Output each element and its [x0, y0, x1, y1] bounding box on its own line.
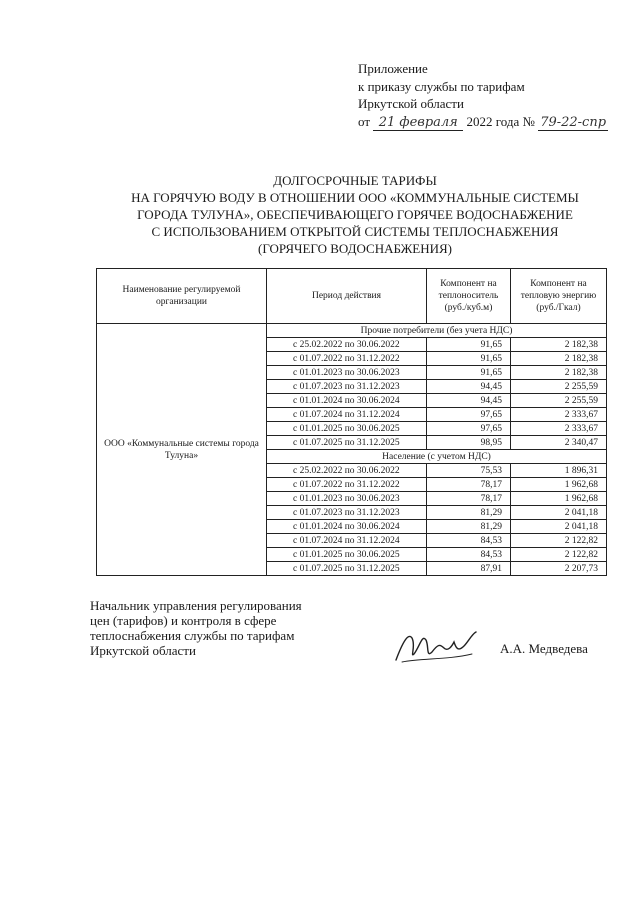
period-cell: с 01.07.2025 по 31.12.2025 — [267, 436, 427, 450]
carrier-cell: 97,65 — [427, 422, 511, 436]
header-carrier: Компонент на теплоноситель (руб./куб.м) — [427, 269, 511, 324]
appendix-date-line — [358, 113, 608, 131]
energy-cell: 2 255,59 — [511, 394, 607, 408]
period-cell: с 01.07.2022 по 31.12.2022 — [267, 478, 427, 492]
signatory-line-4: Иркутской области — [90, 643, 196, 658]
group-title: Население (с учетом НДС) — [267, 450, 607, 464]
appendix-line-2: к приказу службы по тарифам — [358, 78, 525, 94]
period-cell: с 01.07.2023 по 31.12.2023 — [267, 380, 427, 394]
energy-cell: 2 182,38 — [511, 352, 607, 366]
title-line-4: С ИСПОЛЬЗОВАНИЕМ ОТКРЫТОЙ СИСТЕМЫ ТЕПЛОСНАБЖЕНИЯ — [151, 224, 559, 239]
carrier-cell: 97,65 — [427, 408, 511, 422]
carrier-cell: 87,91 — [427, 562, 511, 576]
period-cell: с 25.02.2022 по 30.06.2022 — [267, 338, 427, 352]
year-text: 2022 года № — [466, 113, 535, 129]
title-line-2: НА ГОРЯЧУЮ ВОДУ В ОТНОШЕНИИ ООО «КОММУНАЛЬНЫЕ СИСТЕМЫ — [131, 190, 579, 205]
energy-cell: 2 255,59 — [511, 380, 607, 394]
handwritten-date: 21 февраля — [373, 116, 463, 131]
group-title: Прочие потребители (без учета НДС) — [267, 324, 607, 338]
signatory-line-1: Начальник управления регулирования — [90, 598, 302, 613]
energy-cell: 2 340,47 — [511, 436, 607, 450]
title-line-1: ДОЛГОСРОЧНЫЕ ТАРИФЫ — [273, 173, 437, 188]
period-cell: с 01.01.2024 по 30.06.2024 — [267, 394, 427, 408]
energy-cell: 1 896,31 — [511, 464, 607, 478]
period-cell: с 01.07.2022 по 31.12.2022 — [267, 352, 427, 366]
carrier-cell: 94,45 — [427, 394, 511, 408]
title-line-3: ГОРОДА ТУЛУНА», ОБЕСПЕЧИВАЮЩЕГО ГОРЯЧЕЕ ВОДОСНАБЖЕНИЕ — [137, 207, 573, 222]
carrier-cell: 84,53 — [427, 534, 511, 548]
period-cell: с 01.01.2023 по 30.06.2023 — [267, 366, 427, 380]
document-title — [100, 172, 610, 257]
appendix-line-1: Приложение — [358, 61, 428, 76]
header-org: Наименование регулируемой организации — [97, 269, 267, 324]
signatory-title — [90, 598, 302, 658]
carrier-cell: 84,53 — [427, 548, 511, 562]
energy-cell: 2 122,82 — [511, 548, 607, 562]
carrier-cell: 75,53 — [427, 464, 511, 478]
carrier-cell: 91,65 — [427, 338, 511, 352]
period-cell: с 01.01.2025 по 30.06.2025 — [267, 422, 427, 436]
table-header-row — [97, 269, 607, 324]
energy-cell: 1 962,68 — [511, 478, 607, 492]
header-energy: Компонент на тепловую энергию (руб./Гкал) — [511, 269, 607, 324]
title-line-5: (ГОРЯЧЕГО ВОДОСНАБЖЕНИЯ) — [258, 241, 452, 256]
carrier-cell: 94,45 — [427, 380, 511, 394]
period-cell: с 01.01.2024 по 30.06.2024 — [267, 520, 427, 534]
period-cell: с 01.01.2023 по 30.06.2023 — [267, 492, 427, 506]
organization-name: ООО «Коммунальные системы города Тулуна» — [97, 324, 267, 576]
handwritten-order-number: 79-22-спр — [538, 116, 608, 131]
energy-cell: 2 207,73 — [511, 562, 607, 576]
energy-cell: 1 962,68 — [511, 492, 607, 506]
energy-cell: 2 182,38 — [511, 338, 607, 352]
carrier-cell: 78,17 — [427, 478, 511, 492]
energy-cell: 2 182,38 — [511, 366, 607, 380]
period-cell: с 01.07.2025 по 31.12.2025 — [267, 562, 427, 576]
period-cell: с 01.07.2024 по 31.12.2024 — [267, 408, 427, 422]
handwritten-signature — [392, 624, 482, 668]
carrier-cell: 81,29 — [427, 520, 511, 534]
carrier-cell: 81,29 — [427, 506, 511, 520]
carrier-cell: 98,95 — [427, 436, 511, 450]
energy-cell: 2 041,18 — [511, 506, 607, 520]
energy-cell: 2 122,82 — [511, 534, 607, 548]
signatory-name: А.А. Медведева — [500, 641, 588, 656]
signatory-line-3: теплоснабжения службы по тарифам — [90, 628, 295, 643]
date-prefix: от — [358, 113, 371, 129]
energy-cell: 2 333,67 — [511, 422, 607, 436]
period-cell: с 01.01.2025 по 30.06.2025 — [267, 548, 427, 562]
tariff-table — [96, 268, 607, 576]
energy-cell: 2 041,18 — [511, 520, 607, 534]
header-period: Период действия — [267, 269, 427, 324]
energy-cell: 2 333,67 — [511, 408, 607, 422]
carrier-cell: 78,17 — [427, 492, 511, 506]
carrier-cell: 91,65 — [427, 366, 511, 380]
period-cell: с 25.02.2022 по 30.06.2022 — [267, 464, 427, 478]
carrier-cell: 91,65 — [427, 352, 511, 366]
appendix-line-3: Иркутской области — [358, 96, 464, 111]
appendix-header — [358, 60, 608, 131]
group-row — [97, 324, 607, 338]
signatory-line-2: цен (тарифов) и контроля в сфере — [90, 613, 277, 628]
period-cell: с 01.07.2024 по 31.12.2024 — [267, 534, 427, 548]
period-cell: с 01.07.2023 по 31.12.2023 — [267, 506, 427, 520]
